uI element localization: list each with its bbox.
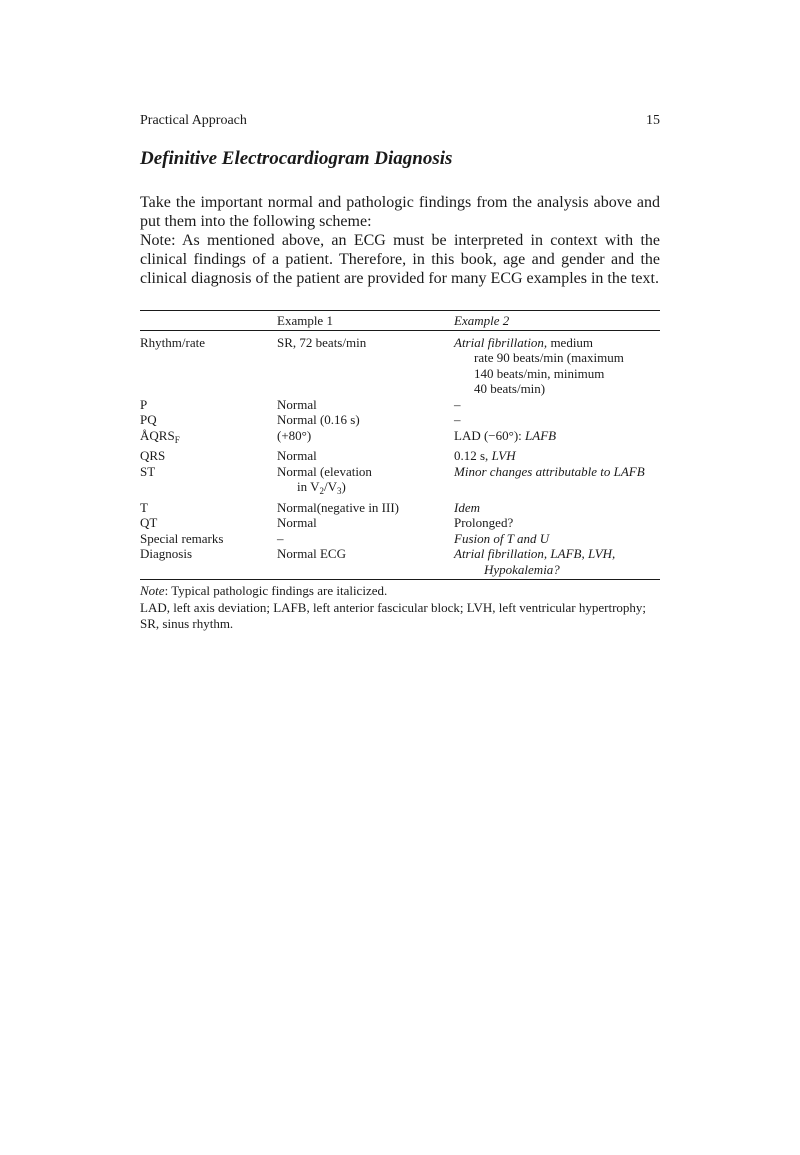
cell-example-1: SR, 72 beats/min: [277, 334, 367, 350]
table-row-t: [140, 500, 660, 516]
cell-example-2: –: [454, 396, 461, 412]
lead-subscript: 2: [319, 486, 325, 496]
row-label: Diagnosis: [140, 546, 277, 580]
row-label: QT: [140, 515, 158, 530]
lead-subscript: 3: [337, 486, 342, 496]
cell-text: LAD (−60°):: [454, 427, 526, 443]
cell-example-1: Normal (0.16 s): [277, 412, 360, 427]
cell-example-2: Minor changes attributable to LAFB: [454, 463, 645, 479]
footnote-abbreviations: LAD, left axis deviation; LAFB, left anterior fascicular block; LVH, left ventricular hypertrophy; SR, sinus rhythm.: [140, 599, 647, 631]
header-col-example-1: Example 1: [277, 311, 454, 331]
row-label: [140, 428, 277, 449]
table-row-pq: [140, 412, 660, 428]
axis-label-subscript: F: [174, 434, 180, 445]
header-col-example-2: Example 2: [454, 311, 660, 331]
italic-finding: LVH: [491, 448, 516, 463]
table-row-rhythm: [140, 330, 660, 397]
cell-example-2: Idem: [454, 499, 480, 515]
cell-example-1: Normal: [277, 515, 317, 530]
cell-continuation: Hypokalemia?: [484, 561, 560, 577]
row-label: Rhythm/rate: [140, 334, 205, 350]
cell-example-1: (+80°): [277, 427, 312, 443]
cell-example-2: [454, 330, 660, 397]
intro-paragraph: Take the important normal and pathologic findings from the analysis above and put them into the following scheme:: [140, 194, 660, 230]
cell-example-2: [454, 448, 660, 464]
page-number: 15: [646, 113, 660, 128]
table-row-qrs: [140, 448, 660, 464]
ecg-diagnosis-table-wrap: [140, 310, 660, 633]
cell-example-2: Prolonged?: [454, 515, 514, 530]
cell-text: Normal (elevation: [277, 463, 372, 479]
table-row-qt: [140, 515, 660, 531]
table-row-st: [140, 464, 660, 500]
cell-example-1: Normal: [277, 448, 317, 463]
row-label: Special remarks: [140, 530, 224, 546]
cell-continuation: 40 beats/min): [474, 381, 546, 396]
cell-text: 0.12 s,: [454, 448, 492, 463]
note-paragraph: Note: As mentioned above, an ECG must be interpreted in context with the clinical findings of a patient. Therefore, in this book, age and gender and the clinical diagnosis of the patient are provided for many ECG examples in the text.: [140, 232, 660, 287]
cell-example-1: [277, 464, 454, 500]
cell-example-1: Normal: [277, 396, 317, 412]
cell-example-2: –: [454, 412, 461, 427]
table-row-diagnosis: [140, 546, 660, 580]
table-row-special-remarks: [140, 531, 660, 547]
cell-continuation: [277, 479, 454, 500]
footnote-note-label: Note: [140, 583, 165, 598]
cell-text: in V: [297, 479, 320, 494]
cell-example-2: [454, 428, 660, 449]
table-header-row: [140, 311, 660, 331]
row-label: T: [140, 499, 148, 515]
italic-finding: Atrial fibrillation, LAFB, LVH,: [454, 546, 616, 561]
cell-text: /V: [324, 479, 338, 494]
running-head: [140, 112, 660, 130]
cell-example-2: Fusion of T and U: [454, 530, 550, 546]
cell-continuation: 140 beats/min, minimum: [474, 365, 605, 381]
cell-text: medium: [547, 334, 594, 350]
cell-text: ): [341, 479, 346, 494]
footnote-note-text: : Typical pathologic findings are italicized.: [164, 583, 388, 598]
running-title: Practical Approach: [140, 113, 247, 128]
cell-continuation: rate 90 beats/min (maximum: [474, 350, 624, 365]
cell-example-2: [454, 546, 660, 580]
cell-example-1: Normal ECG: [277, 546, 454, 580]
cell-example-1: Normal(negative in III): [277, 499, 400, 515]
italic-finding: LAFB: [525, 427, 557, 443]
ecg-diagnosis-table: [140, 310, 660, 580]
header-col-parameter: [140, 311, 277, 331]
table-row-p: [140, 397, 660, 413]
body-text: [140, 193, 660, 288]
axis-label: ÅQRS: [140, 427, 175, 443]
table-row-axis: [140, 428, 660, 449]
cell-example-1: –: [277, 530, 284, 546]
row-label: P: [140, 396, 148, 412]
footnote-note: [140, 583, 660, 600]
row-label: PQ: [140, 412, 157, 427]
row-label: QRS: [140, 448, 166, 463]
italic-finding: Atrial fibrillation,: [454, 334, 548, 350]
section-title: Definitive Electrocardiogram Diagnosis: [140, 148, 453, 169]
row-label: ST: [140, 463, 156, 479]
table-footnotes: [140, 583, 660, 633]
